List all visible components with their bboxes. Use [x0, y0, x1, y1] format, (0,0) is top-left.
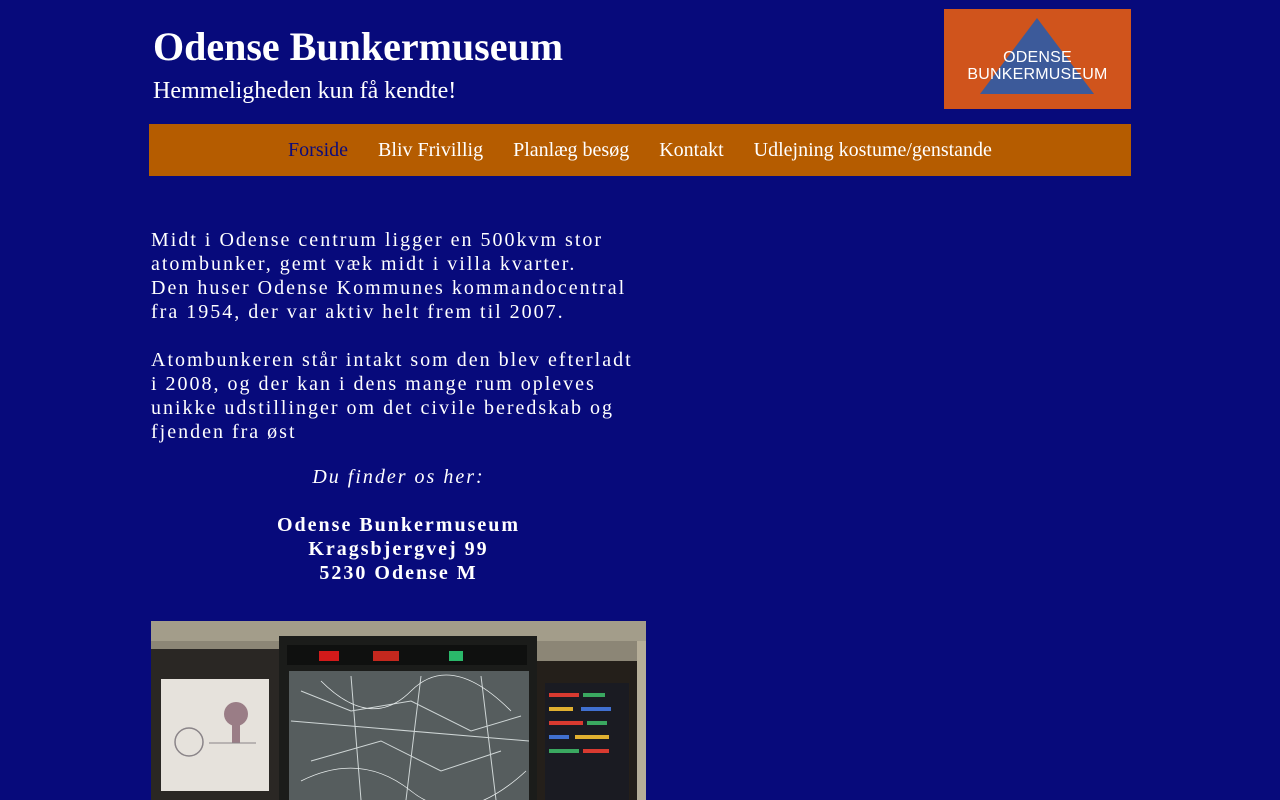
site-title: Odense Bunkermuseum	[153, 24, 564, 69]
nav-item-planlaeg-besoeg[interactable]: Planlæg besøg	[513, 139, 630, 161]
nav-item-kontakt[interactable]: Kontakt	[659, 139, 724, 161]
intro-line: i 2008, og der kan i dens mange rum opleves	[151, 373, 596, 395]
address-block	[151, 513, 646, 585]
photo-illustration	[151, 621, 646, 800]
bunker-control-room-photo	[151, 621, 646, 800]
intro-line: unikke udstillinger om det civile beredskab og	[151, 397, 615, 419]
logo-text-line1: ODENSE	[1003, 49, 1072, 66]
intro-paragraph-2	[151, 348, 646, 444]
intro-line: Atombunkeren står intakt som den blev efterladt	[151, 349, 633, 371]
intro-line: Den huser Odense Kommunes kommandocentral	[151, 277, 627, 299]
intro-line: fra 1954, der var aktiv helt frem til 2007.	[151, 301, 565, 323]
logo-text-line2: BUNKERMUSEUM	[967, 66, 1108, 83]
nav-item-udlejning[interactable]: Udlejning kostume/genstande	[753, 139, 992, 161]
intro-content	[151, 228, 646, 585]
main-navigation	[149, 124, 1131, 176]
location-heading: Du finder os her:	[312, 466, 485, 488]
nav-item-bliv-frivillig[interactable]: Bliv Frivillig	[378, 139, 484, 161]
address-street: Kragsbjergvej 99	[308, 538, 489, 560]
intro-line: Midt i Odense centrum ligger en 500kvm stor	[151, 229, 604, 251]
site-tagline: Hemmeligheden kun få kendte!	[153, 78, 457, 104]
intro-line: atombunker, gemt væk midt i villa kvarter.	[151, 253, 577, 275]
nav-item-forside[interactable]: Forside	[288, 139, 349, 161]
intro-paragraph-1	[151, 228, 646, 324]
museum-logo[interactable]	[944, 9, 1131, 109]
address-name: Odense Bunkermuseum	[276, 514, 521, 536]
intro-line: fjenden fra øst	[151, 421, 297, 443]
address-city: 5230 Odense M	[319, 562, 478, 584]
